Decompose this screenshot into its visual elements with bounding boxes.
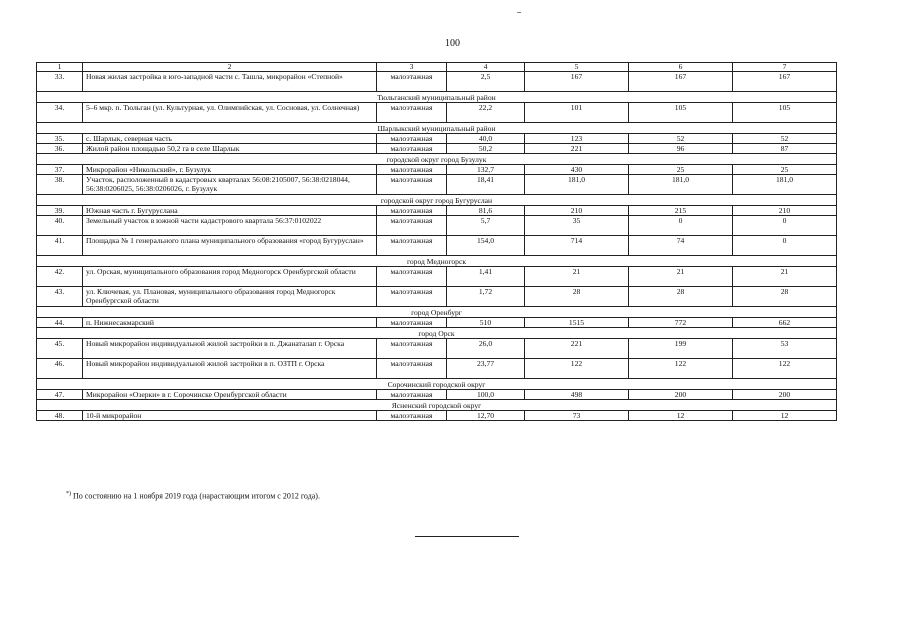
value-col6: 21 bbox=[629, 267, 733, 287]
building-type: малоэтажная bbox=[377, 390, 447, 400]
building-type: малоэтажная bbox=[377, 287, 447, 307]
site-description: Новый микрорайон индивидуальной жилой застройки в п. ОЗТП г. Орска bbox=[83, 359, 377, 379]
table-row bbox=[37, 359, 837, 379]
group-header-row bbox=[37, 379, 837, 390]
table-row bbox=[37, 390, 837, 400]
row-number: 44. bbox=[37, 318, 83, 328]
value-col6: 74 bbox=[629, 236, 733, 256]
building-type: малоэтажная bbox=[377, 267, 447, 287]
row-number: 41. bbox=[37, 236, 83, 256]
value-col5: 73 bbox=[525, 411, 629, 421]
value-col6: 25 bbox=[629, 165, 733, 175]
building-type: малоэтажная bbox=[377, 359, 447, 379]
area-value: 18,41 bbox=[447, 175, 525, 195]
area-value: 100,0 bbox=[447, 390, 525, 400]
row-number: 43. bbox=[37, 287, 83, 307]
value-col6: 200 bbox=[629, 390, 733, 400]
building-type: малоэтажная bbox=[377, 103, 447, 123]
value-col7: 28 bbox=[733, 287, 837, 307]
footnote bbox=[66, 491, 320, 501]
value-col6: 0 bbox=[629, 216, 733, 236]
site-description: с. Шарлык, северная часть bbox=[83, 134, 377, 144]
table-row bbox=[37, 411, 837, 421]
building-type: малоэтажная bbox=[377, 72, 447, 92]
value-col5: 221 bbox=[525, 339, 629, 359]
value-col5: 123 bbox=[525, 134, 629, 144]
site-description: Участок, расположенный в кадастровых кварталах 56:08:2105007, 56:38:0218044, 56:38:0206025, 56:38:0206026, г. Бузулук bbox=[83, 175, 377, 195]
column-number: 2 bbox=[83, 63, 377, 72]
value-col6: 215 bbox=[629, 206, 733, 216]
page-number: 100 bbox=[445, 38, 460, 49]
site-description: п. Нижнесакмарский bbox=[83, 318, 377, 328]
value-col5: 498 bbox=[525, 390, 629, 400]
table-row bbox=[37, 339, 837, 359]
column-number: 1 bbox=[37, 63, 83, 72]
row-number: 34. bbox=[37, 103, 83, 123]
site-description: Микрорайон «Никольский», г. Бузулук bbox=[83, 165, 377, 175]
building-type: малоэтажная bbox=[377, 216, 447, 236]
value-col6: 52 bbox=[629, 134, 733, 144]
area-value: 2,5 bbox=[447, 72, 525, 92]
value-col5: 210 bbox=[525, 206, 629, 216]
table-row bbox=[37, 236, 837, 256]
site-description: ул. Орская, муниципального образования город Медногорск Оренбургской области bbox=[83, 267, 377, 287]
building-type: малоэтажная bbox=[377, 144, 447, 154]
building-type: малоэтажная bbox=[377, 339, 447, 359]
value-col5: 21 bbox=[525, 267, 629, 287]
value-col5: 35 bbox=[525, 216, 629, 236]
group-header: Ясненский городской округ bbox=[37, 400, 837, 411]
row-number: 35. bbox=[37, 134, 83, 144]
area-value: 40,0 bbox=[447, 134, 525, 144]
group-header-row bbox=[37, 256, 837, 267]
table-row bbox=[37, 103, 837, 123]
value-col7: 21 bbox=[733, 267, 837, 287]
group-header: городской округ город Бузулук bbox=[37, 154, 837, 165]
table-row bbox=[37, 206, 837, 216]
group-header: город Медногорск bbox=[37, 256, 837, 267]
value-col5: 430 bbox=[525, 165, 629, 175]
row-number: 42. bbox=[37, 267, 83, 287]
area-value: 50,2 bbox=[447, 144, 525, 154]
building-type: малоэтажная bbox=[377, 134, 447, 144]
column-number: 7 bbox=[733, 63, 837, 72]
value-col7: 167 bbox=[733, 72, 837, 92]
value-col7: 210 bbox=[733, 206, 837, 216]
top-mark bbox=[517, 12, 521, 13]
value-col6: 122 bbox=[629, 359, 733, 379]
site-description: 5–6 мкр. п. Тюльган (ул. Культурная, ул. Олимпийская, ул. Сосновая, ул. Солнечная) bbox=[83, 103, 377, 123]
value-col5: 101 bbox=[525, 103, 629, 123]
value-col5: 28 bbox=[525, 287, 629, 307]
table-row bbox=[37, 287, 837, 307]
footnote-mark: *) bbox=[66, 491, 71, 497]
column-number: 3 bbox=[377, 63, 447, 72]
area-value: 132,7 bbox=[447, 165, 525, 175]
value-col6: 96 bbox=[629, 144, 733, 154]
area-value: 5,7 bbox=[447, 216, 525, 236]
row-number: 47. bbox=[37, 390, 83, 400]
row-number: 39. bbox=[37, 206, 83, 216]
site-description: Новый микрорайон индивидуальной жилой застройки в п. Джанаталап г. Орска bbox=[83, 339, 377, 359]
row-number: 40. bbox=[37, 216, 83, 236]
group-header-row bbox=[37, 92, 837, 103]
table-row bbox=[37, 175, 837, 195]
area-value: 12,70 bbox=[447, 411, 525, 421]
site-description: Земельный участок в южной части кадастрового квартала 56:37:0102022 bbox=[83, 216, 377, 236]
site-description: Южная часть г. Бугуруслана bbox=[83, 206, 377, 216]
value-col7: 87 bbox=[733, 144, 837, 154]
table-row bbox=[37, 267, 837, 287]
value-col6: 167 bbox=[629, 72, 733, 92]
value-col6: 181,0 bbox=[629, 175, 733, 195]
value-col5: 122 bbox=[525, 359, 629, 379]
group-header-row bbox=[37, 400, 837, 411]
row-number: 46. bbox=[37, 359, 83, 379]
building-type: малоэтажная bbox=[377, 206, 447, 216]
table-row bbox=[37, 144, 837, 154]
site-description: 10-й микрорайон bbox=[83, 411, 377, 421]
value-col6: 772 bbox=[629, 318, 733, 328]
table-row bbox=[37, 318, 837, 328]
row-number: 48. bbox=[37, 411, 83, 421]
site-description: Жилой район площадью 50,2 га в селе Шарлык bbox=[83, 144, 377, 154]
value-col7: 53 bbox=[733, 339, 837, 359]
row-number: 38. bbox=[37, 175, 83, 195]
group-header: город Оренбург bbox=[37, 307, 837, 318]
group-header: Шарлыкский муниципальный район bbox=[37, 123, 837, 134]
value-col7: 181,0 bbox=[733, 175, 837, 195]
row-number: 37. bbox=[37, 165, 83, 175]
site-description: Новая жилая застройка в юго-западной части с. Ташла, микрорайон «Степной» bbox=[83, 72, 377, 92]
sites-table bbox=[36, 62, 837, 421]
group-header-row bbox=[37, 328, 837, 339]
value-col7: 0 bbox=[733, 216, 837, 236]
row-number: 45. bbox=[37, 339, 83, 359]
area-value: 1,72 bbox=[447, 287, 525, 307]
group-header-row bbox=[37, 123, 837, 134]
value-col5: 1515 bbox=[525, 318, 629, 328]
column-number: 4 bbox=[447, 63, 525, 72]
value-col7: 662 bbox=[733, 318, 837, 328]
value-col7: 0 bbox=[733, 236, 837, 256]
area-value: 23,77 bbox=[447, 359, 525, 379]
row-number: 33. bbox=[37, 72, 83, 92]
table-row bbox=[37, 216, 837, 236]
value-col6: 199 bbox=[629, 339, 733, 359]
value-col7: 52 bbox=[733, 134, 837, 144]
site-description: ул. Ключевая, ул. Плановая, муниципального образования город Медногорск Оренбургской области bbox=[83, 287, 377, 307]
group-header-row bbox=[37, 307, 837, 318]
area-value: 81,6 bbox=[447, 206, 525, 216]
value-col6: 105 bbox=[629, 103, 733, 123]
end-divider bbox=[415, 536, 519, 537]
group-header: Тюльганский муниципальный район bbox=[37, 92, 837, 103]
value-col7: 12 bbox=[733, 411, 837, 421]
row-number: 36. bbox=[37, 144, 83, 154]
column-number: 6 bbox=[629, 63, 733, 72]
value-col7: 200 bbox=[733, 390, 837, 400]
footnote-text: По состоянию на 1 ноября 2019 года (нарастающим итогом с 2012 года). bbox=[71, 491, 320, 501]
value-col6: 12 bbox=[629, 411, 733, 421]
group-header: Сорочинский городской округ bbox=[37, 379, 837, 390]
building-type: малоэтажная bbox=[377, 165, 447, 175]
table-row bbox=[37, 165, 837, 175]
group-header: город Орск bbox=[37, 328, 837, 339]
value-col5: 181,0 bbox=[525, 175, 629, 195]
area-value: 26,0 bbox=[447, 339, 525, 359]
building-type: малоэтажная bbox=[377, 175, 447, 195]
value-col7: 25 bbox=[733, 165, 837, 175]
building-type: малоэтажная bbox=[377, 318, 447, 328]
value-col6: 28 bbox=[629, 287, 733, 307]
site-description: Микрорайон «Озерки» в г. Сорочинске Оренбургской области bbox=[83, 390, 377, 400]
value-col5: 221 bbox=[525, 144, 629, 154]
value-col5: 714 bbox=[525, 236, 629, 256]
group-header-row bbox=[37, 195, 837, 206]
table-row bbox=[37, 134, 837, 144]
area-value: 1,41 bbox=[447, 267, 525, 287]
column-number-row bbox=[37, 63, 837, 72]
area-value: 154,0 bbox=[447, 236, 525, 256]
group-header: городской округ город Бугуруслан bbox=[37, 195, 837, 206]
building-type: малоэтажная bbox=[377, 236, 447, 256]
building-type: малоэтажная bbox=[377, 411, 447, 421]
value-col7: 105 bbox=[733, 103, 837, 123]
table-row bbox=[37, 72, 837, 92]
area-value: 22,2 bbox=[447, 103, 525, 123]
area-value: 510 bbox=[447, 318, 525, 328]
column-number: 5 bbox=[525, 63, 629, 72]
site-description: Площадка № 1 генерального плана муниципального образования «город Бугуруслан» bbox=[83, 236, 377, 256]
group-header-row bbox=[37, 154, 837, 165]
value-col5: 167 bbox=[525, 72, 629, 92]
value-col7: 122 bbox=[733, 359, 837, 379]
